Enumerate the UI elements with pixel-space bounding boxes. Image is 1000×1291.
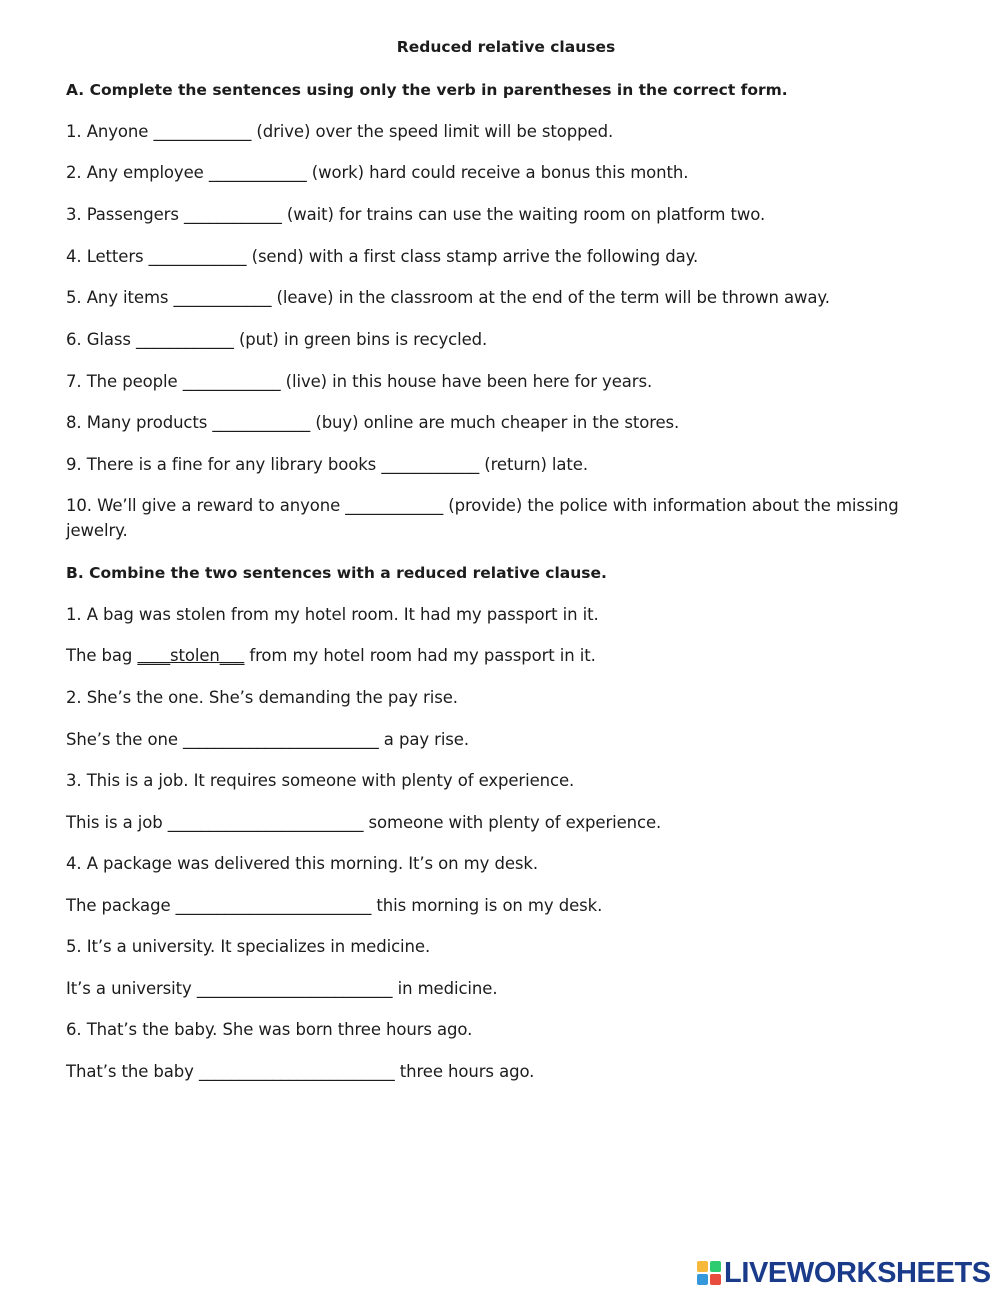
exercise-b-1-prompt: 1. A bag was stolen from my hotel room. It had my passport in it. bbox=[66, 605, 599, 624]
exercise-b-5-answer: It’s a university ________________________ in medicine. bbox=[66, 979, 498, 998]
exercise-a-5: 5. Any items ____________ (leave) in the classroom at the end of the term will be thrown away. bbox=[66, 288, 830, 307]
logo-block bbox=[697, 1261, 708, 1272]
exercise-b-3-answer: This is a job ________________________ someone with plenty of experience. bbox=[66, 813, 662, 832]
exercise-a-6: 6. Glass ____________ (put) in green bins is recycled. bbox=[66, 330, 488, 349]
logo-block bbox=[710, 1274, 721, 1285]
exercise-a-3: 3. Passengers ____________ (wait) for trains can use the waiting room on platform two. bbox=[66, 205, 766, 224]
logo-block bbox=[697, 1274, 708, 1285]
exercise-b-5-prompt: 5. It’s a university. It specializes in medicine. bbox=[66, 937, 431, 956]
exercise-a-8: 8. Many products ____________ (buy) online are much cheaper in the stores. bbox=[66, 413, 680, 432]
logo-block bbox=[710, 1261, 721, 1272]
exercise-b-2-answer: She’s the one ________________________ a pay rise. bbox=[66, 730, 469, 749]
filled-answer-blank: ____stolen___ bbox=[137, 646, 245, 665]
page-title: Reduced relative clauses bbox=[396, 38, 616, 56]
exercise-b-1-answer bbox=[66, 643, 906, 668]
exercise-b-6-prompt: 6. That’s the baby. She was born three hours ago. bbox=[66, 1020, 473, 1039]
exercise-b-4-prompt: 4. A package was delivered this morning. It’s on my desk. bbox=[66, 854, 538, 873]
exercise-a-10: 10. We’ll give a reward to anyone ____________ (provide) the police with information about the missing jewelry. bbox=[66, 496, 899, 540]
exercise-a-1: 1. Anyone ____________ (drive) over the speed limit will be stopped. bbox=[66, 122, 614, 141]
exercise-b-4-answer: The package ________________________ this morning is on my desk. bbox=[66, 896, 603, 915]
exercise-a-4: 4. Letters ____________ (send) with a first class stamp arrive the following day. bbox=[66, 247, 699, 266]
section-b-heading: B. Combine the two sentences with a reduced relative clause. bbox=[66, 564, 607, 582]
exercise-b-6-answer: That’s the baby ________________________ three hours ago. bbox=[66, 1062, 535, 1081]
exercise-b-2-prompt: 2. She’s the one. She’s demanding the pay rise. bbox=[66, 688, 458, 707]
logo-blocks-icon bbox=[697, 1261, 721, 1285]
answer-before: The bag bbox=[66, 646, 138, 665]
section-a-heading: A. Complete the sentences using only the verb in parentheses in the correct form. bbox=[66, 81, 788, 99]
exercise-a-9: 9. There is a fine for any library books ____________ (return) late. bbox=[66, 455, 588, 474]
exercise-b-3-prompt: 3. This is a job. It requires someone with plenty of experience. bbox=[66, 771, 575, 790]
answer-after: from my hotel room had my passport in it. bbox=[244, 646, 596, 665]
logo-text: LIVEWORKSHEETS bbox=[724, 1256, 991, 1289]
liveworksheets-logo bbox=[697, 1257, 991, 1289]
exercise-a-7: 7. The people ____________ (live) in this house have been here for years. bbox=[66, 372, 653, 391]
exercise-a-2: 2. Any employee ____________ (work) hard could receive a bonus this month. bbox=[66, 163, 689, 182]
